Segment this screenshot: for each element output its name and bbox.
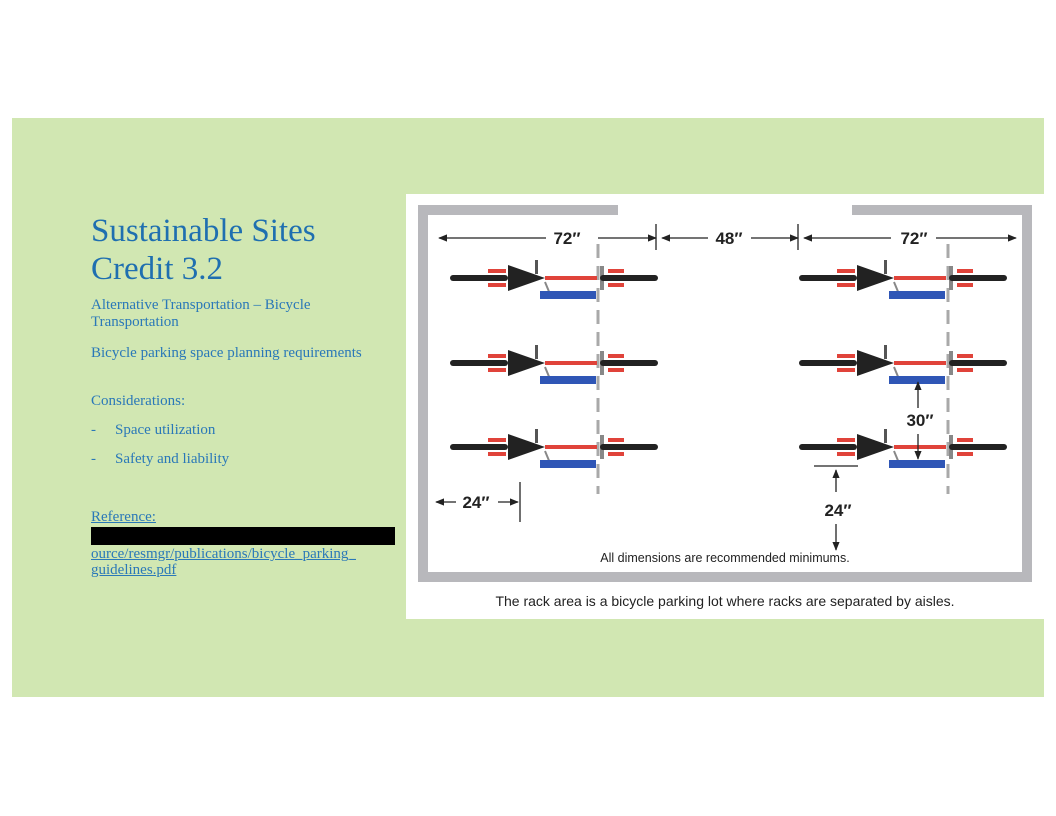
dimension-label-left: 72″ xyxy=(553,229,581,248)
bicycle-icon xyxy=(450,429,658,468)
slide-title xyxy=(91,212,391,288)
bicycle-icon xyxy=(799,429,1007,468)
bullet-item xyxy=(91,422,215,439)
bicycle-icon xyxy=(450,260,658,299)
reference-label: Reference: xyxy=(91,509,156,525)
bicycle-icon xyxy=(450,345,658,384)
bullet-text: Safety and liability xyxy=(115,451,230,467)
reference-link[interactable] xyxy=(91,546,411,578)
dimension-label-right: 72″ xyxy=(900,229,928,248)
bicycle-parking-diagram xyxy=(406,194,1044,619)
paragraph-parking-planning: Bicycle parking space planning requirements xyxy=(91,345,362,361)
redacted-url-block xyxy=(91,527,395,545)
dimension-label-spacing: 30″ xyxy=(906,411,934,430)
title-line-1: Sustainable Sites xyxy=(91,213,316,249)
reference-link-line-2[interactable]: guidelines.pdf xyxy=(91,562,177,578)
reference-link-line-1[interactable]: ource/resmgr/publications/bicycle_parking_ xyxy=(91,546,356,562)
bullet-item xyxy=(91,451,229,468)
bicycle-icon xyxy=(799,345,1007,384)
parking-layout-svg xyxy=(406,194,1044,619)
bullet-dash: - xyxy=(91,451,96,467)
bullet-text: Space utilization xyxy=(115,422,216,438)
dimensions-note: All dimensions are recommended minimums. xyxy=(600,551,850,565)
dimension-label-offset-bottom: 24″ xyxy=(824,501,852,520)
figure-caption: The rack area is a bicycle parking lot where racks are separated by aisles. xyxy=(495,593,955,609)
bicycle-icon xyxy=(799,260,1007,299)
paragraph-alternative-transportation: Alternative Transportation – Bicycle Transportation xyxy=(91,297,311,330)
paragraph-considerations: Considerations: xyxy=(91,393,186,409)
dimension-label-offset-left: 24″ xyxy=(462,493,490,512)
bullet-dash: - xyxy=(91,422,96,438)
dimension-label-aisle: 48″ xyxy=(715,229,743,248)
title-line-2: Credit 3.2 xyxy=(91,251,223,287)
lot-border xyxy=(418,205,1032,582)
